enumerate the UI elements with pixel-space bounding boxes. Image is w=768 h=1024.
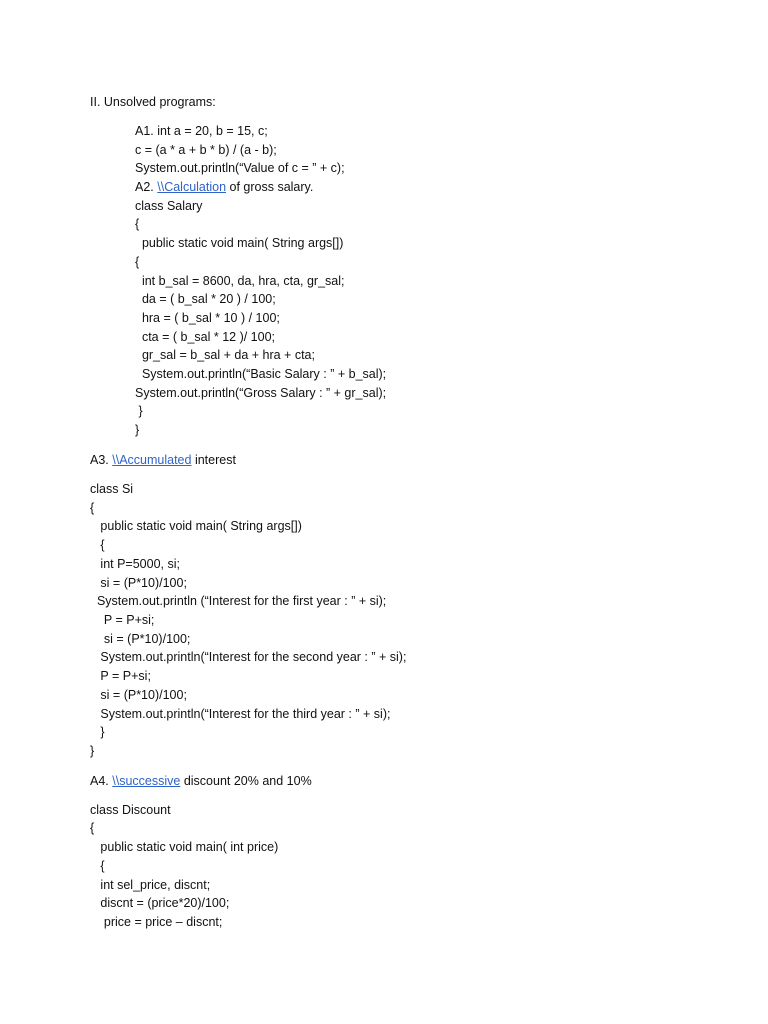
a4-code-line: discnt = (price*20)/100; — [90, 896, 230, 910]
a1-line: System.out.println(“Value of c = ” + c); — [135, 161, 345, 175]
a3-heading — [90, 452, 236, 468]
a3-prefix: A3. — [90, 453, 113, 467]
a2-code-line: System.out.println(“Gross Salary : ” + gr_sal); — [135, 386, 387, 400]
a2-code-line: gr_sal = b_sal + da + hra + cta; — [135, 348, 315, 362]
a3-code-line: } — [90, 725, 105, 739]
a2-code-line: } — [135, 404, 143, 418]
a3-code-line: P = P+si; — [90, 613, 155, 627]
a2-code-line: da = ( b_sal * 20 ) / 100; — [135, 292, 276, 306]
a2-prefix: A2. — [135, 180, 158, 194]
a4-heading — [90, 773, 312, 789]
a2-code-line: int b_sal = 8600, da, hra, cta, gr_sal; — [135, 274, 345, 288]
a1-line: c = (a * a + b * b) / (a - b); — [135, 143, 277, 157]
a4-code-line: { — [90, 821, 95, 835]
a3-code-line: si = (P*10)/100; — [90, 576, 187, 590]
a3-code-line: si = (P*10)/100; — [90, 632, 191, 646]
a2-code-line: cta = ( b_sal * 12 )/ 100; — [135, 330, 276, 344]
a3-code-line: { — [90, 501, 95, 515]
a4-code-line: class Discount — [90, 803, 171, 817]
a2-heading — [135, 179, 313, 195]
a3-code-line: System.out.println(“Interest for the second year : ” + si); — [90, 650, 407, 664]
a4-prefix: A4. — [90, 774, 113, 788]
a2-code-line: class Salary — [135, 199, 203, 213]
a2-code-line: { — [135, 255, 140, 269]
a3-link[interactable]: \\Accumulated — [112, 453, 192, 467]
a2-suffix: of gross salary. — [226, 180, 314, 194]
a4-link[interactable]: \\successive — [112, 774, 181, 788]
a2-code-line: public static void main( String args[]) — [135, 236, 344, 250]
a1-line: A1. int a = 20, b = 15, c; — [135, 124, 268, 138]
a3-code-line: int P=5000, si; — [90, 557, 180, 571]
a4-code-line: price = price – discnt; — [90, 915, 223, 929]
a3-code-line: System.out.println (“Interest for the first year : ” + si); — [90, 594, 387, 608]
a3-code-line: si = (P*10)/100; — [90, 688, 187, 702]
a4-code-line: public static void main( int price) — [90, 840, 279, 854]
a3-code-line: { — [90, 538, 105, 552]
a3-code-line: public static void main( String args[]) — [90, 519, 302, 533]
a3-code-line: System.out.println(“Interest for the third year : ” + si); — [90, 707, 391, 721]
a3-suffix: interest — [191, 453, 236, 467]
a2-link[interactable]: \\Calculation — [157, 180, 227, 194]
a2-code-line: hra = ( b_sal * 10 ) / 100; — [135, 311, 280, 325]
a3-code-line: P = P+si; — [90, 669, 151, 683]
a3-code-line: } — [90, 744, 95, 758]
a4-code-line: int sel_price, discnt; — [90, 878, 211, 892]
a4-suffix: discount 20% and 10% — [180, 774, 312, 788]
section-heading: II. Unsolved programs: — [90, 95, 216, 109]
a4-code-line: { — [90, 859, 105, 873]
a3-code-line: class Si — [90, 482, 134, 496]
a2-code-line: System.out.println(“Basic Salary : ” + b_sal); — [135, 367, 387, 381]
a2-code-line: } — [135, 423, 140, 437]
a2-code-line: { — [135, 217, 140, 231]
